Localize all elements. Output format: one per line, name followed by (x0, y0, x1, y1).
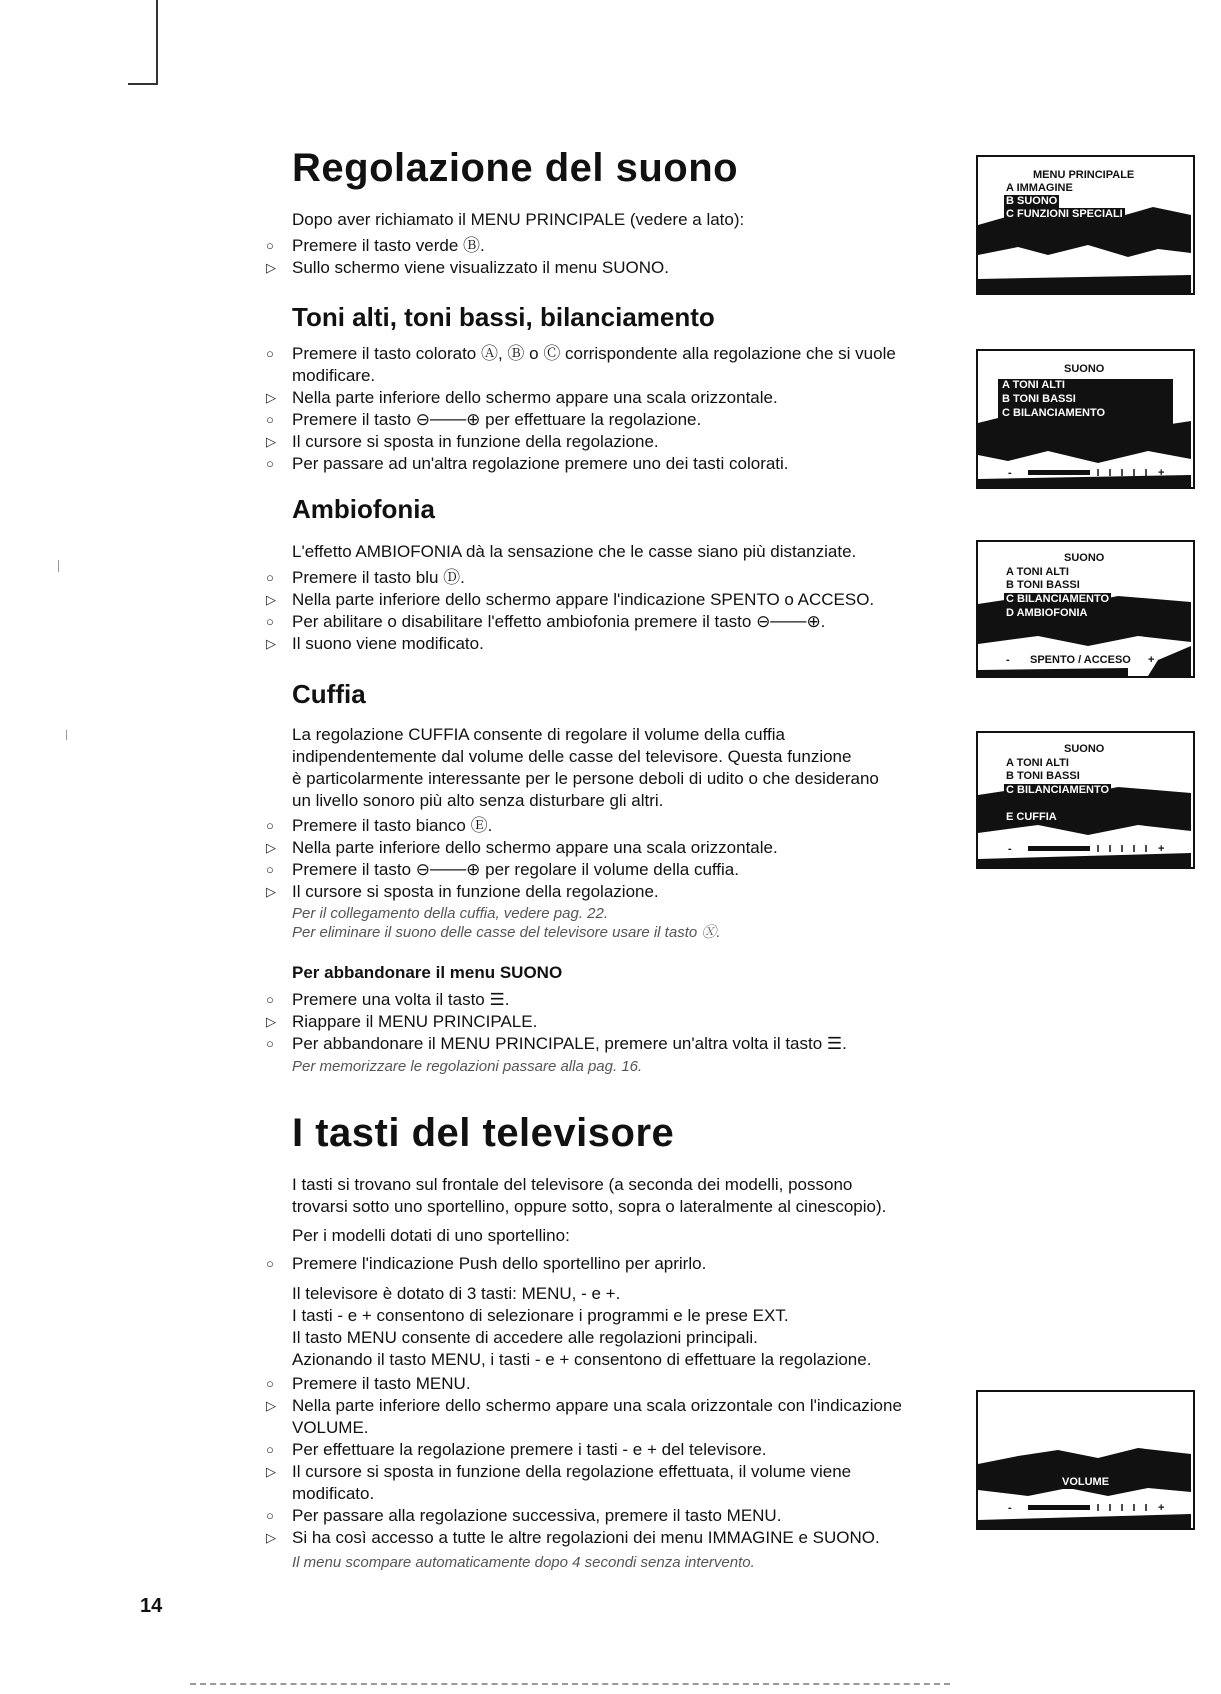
crop-mark-vertical (156, 0, 158, 84)
scale-minus: - (1006, 654, 1010, 666)
menu-item-c: C FUNZIONI SPECIALI (1006, 208, 1123, 220)
cuffia-notes: Per il collegamento della cuffia, vedere pag. 22. Per eliminare il suono delle casse del televisore usare il tasto Ⓧ. (292, 905, 721, 941)
scale-plus: + (1148, 654, 1155, 666)
volume-label: VOLUME (1062, 1476, 1110, 1488)
circle-bullet-icon: ○ (266, 346, 274, 361)
list-item: ▷ Nella parte inferiore dello schermo appare una scala orizzontale. (266, 388, 778, 407)
keys-note: Il menu scompare automaticamente dopo 4 secondi senza intervento. (292, 1554, 755, 1571)
menu-item-c: C BILANCIAMENTO (1006, 593, 1110, 605)
circle-bullet-icon: ○ (266, 1376, 274, 1391)
scan-mark (58, 560, 59, 572)
exit-steps (266, 989, 981, 1055)
triangle-bullet-icon: ▷ (266, 1530, 276, 1545)
list-item: ○ Premere il tasto bianco Ⓔ. (266, 816, 493, 835)
exit-note: Per memorizzare le regolazioni passare alla pag. 16. (292, 1058, 643, 1075)
circle-bullet-icon: ○ (266, 1256, 274, 1271)
keys-description: Il televisore è dotato di 3 tasti: MENU, - e +. I tasti - e + consentono di selezionare i programmi e le prese EXT. Il tasto MENU consente di accedere alle regolazioni principali. Azionando il tasto MENU, i tasti - e + consentono di effettuare la regolazione. (292, 1284, 872, 1369)
scan-artifact-line (190, 1683, 950, 1685)
list-item: ○ Premere il tasto ⊖───⊕ per effettuare la regolazione. (266, 410, 702, 429)
menu-item-a: A IMMAGINE (1006, 182, 1073, 194)
sound-intro: Dopo aver richiamato il MENU PRINCIPALE (vedere a lato): (292, 210, 745, 229)
menu-item-c: C BILANCIAMENTO (1006, 784, 1110, 796)
list-item: ▷ Riappare il MENU PRINCIPALE. (266, 1012, 538, 1031)
triangle-bullet-icon: ▷ (266, 636, 276, 651)
tv-screen-main-menu (976, 155, 1195, 295)
crop-mark-horizontal (128, 83, 158, 85)
keys-door-intro: Per i modelli dotati di uno sportellino: (292, 1226, 570, 1245)
section-title-sound: Regolazione del suono (292, 146, 739, 190)
menu-item-b: B TONI BASSI (1006, 770, 1080, 782)
ambio-intro: L'effetto AMBIOFONIA dà la sensazione che le casse siano più distanziate. (292, 542, 857, 561)
circle-bullet-icon: ○ (266, 1508, 274, 1523)
tv-screen-volume (976, 1390, 1195, 1530)
circle-bullet-icon: ○ (266, 1442, 274, 1457)
list-item: ○ Premere l'indicazione Push dello sportellino per aprirlo. (266, 1254, 707, 1273)
list-item: ▷ Nella parte inferiore dello schermo appare una scala orizzontale. (266, 838, 778, 857)
section-title-ambiofonia: Ambiofonia (292, 494, 435, 524)
ambiofonia-status: SPENTO / ACCESO (1030, 654, 1131, 666)
circle-bullet-icon: ○ (266, 1036, 274, 1051)
list-item: ○ Per abilitare o disabilitare l'effetto ambiofonia premere il tasto ⊖───⊕. (266, 612, 826, 631)
section-title-cuffia: Cuffia (292, 679, 366, 709)
keys-steps (266, 1373, 981, 1549)
menu-title: SUONO (1064, 552, 1105, 564)
circle-bullet-icon: ○ (266, 570, 274, 585)
tv-screen-sound-menu (976, 349, 1195, 489)
triangle-bullet-icon: ▷ (266, 1014, 276, 1029)
triangle-bullet-icon: ▷ (266, 390, 276, 405)
list-item: ▷ Sullo schermo viene visualizzato il menu SUONO. (266, 258, 669, 277)
menu-item-d: D AMBIOFONIA (1006, 607, 1088, 619)
list-item: ○ Premere il tasto verde Ⓑ. (266, 236, 485, 255)
triangle-bullet-icon: ▷ (266, 1464, 276, 1479)
section-title-tones: Toni alti, toni bassi, bilanciamento (292, 302, 715, 332)
list-item: ▷ Si ha così accesso a tutte le altre regolazioni dei menu IMMAGINE e SUONO. (266, 1528, 880, 1547)
triangle-bullet-icon: ▷ (266, 260, 276, 275)
tv-screen-cuffia (976, 731, 1195, 869)
list-item: ▷ Nella parte inferiore dello schermo appare una scala orizzontale con l'indicazione VOLUME. (266, 1396, 902, 1437)
circle-bullet-icon: ○ (266, 412, 274, 427)
list-item: ▷ Il cursore si sposta in funzione della regolazione. (266, 432, 659, 451)
tv-screen-ambiofonia (976, 540, 1195, 678)
menu-item-c: C BILANCIAMENTO (1002, 407, 1106, 419)
circle-bullet-icon: ○ (266, 614, 274, 629)
menu-item-b: B SUONO (1006, 195, 1058, 207)
scale-minus: - (1008, 843, 1012, 855)
keys-door-steps (266, 1253, 981, 1275)
menu-title: MENU PRINCIPALE (1033, 169, 1135, 181)
circle-bullet-icon: ○ (266, 238, 274, 253)
scan-mark (66, 730, 67, 740)
list-item: ○ Premere il tasto blu Ⓓ. (266, 568, 465, 587)
exit-menu-heading: Per abbandonare il menu SUONO (292, 963, 563, 982)
list-item: ○ Premere il tasto MENU. (266, 1374, 471, 1393)
list-item: ○ Premere una volta il tasto ☰. (266, 990, 510, 1009)
circle-bullet-icon: ○ (266, 818, 274, 833)
list-item: ○ Premere il tasto ⊖───⊕ per regolare il volume della cuffia. (266, 860, 739, 879)
list-item: ○ Per effettuare la regolazione premere i tasti - e + del televisore. (266, 1440, 767, 1459)
list-item: ○ Premere il tasto colorato Ⓐ, Ⓑ o Ⓒ corrispondente alla regolazione che si vuole modificare. (266, 344, 896, 385)
section-title-tv-keys: I tasti del televisore (292, 1111, 675, 1155)
menu-item-a: A TONI ALTI (1002, 379, 1065, 391)
scale-plus: + (1158, 843, 1165, 855)
menu-item-b: B TONI BASSI (1002, 393, 1076, 405)
triangle-bullet-icon: ▷ (266, 434, 276, 449)
circle-bullet-icon: ○ (266, 992, 274, 1007)
page-number: 14 (140, 1595, 163, 1617)
list-item: ○ Per passare alla regolazione successiva, premere il tasto MENU. (266, 1506, 782, 1525)
circle-bullet-icon: ○ (266, 456, 274, 471)
list-item: ▷ Il cursore si sposta in funzione della regolazione. (266, 882, 659, 901)
list-item: ○ Per abbandonare il MENU PRINCIPALE, premere un'altra volta il tasto ☰. (266, 1034, 847, 1053)
cuffia-steps (266, 815, 981, 903)
triangle-bullet-icon: ▷ (266, 1398, 276, 1413)
menu-item-e: E CUFFIA (1006, 811, 1057, 823)
menu-title: SUONO (1064, 363, 1105, 375)
menu-title: SUONO (1064, 743, 1105, 755)
scale-minus: - (1008, 1502, 1012, 1514)
menu-item-b: B TONI BASSI (1006, 579, 1080, 591)
sound-steps (266, 235, 981, 279)
list-item: ○ Per passare ad un'altra regolazione premere uno dei tasti colorati. (266, 454, 789, 473)
scale-plus: + (1158, 467, 1165, 479)
list-item: ▷ Il cursore si sposta in funzione della regolazione effettuata, il volume viene modificato. (266, 1462, 852, 1503)
list-item: ▷ Nella parte inferiore dello schermo appare l'indicazione SPENTO o ACCESO. (266, 590, 875, 609)
ambio-steps (266, 567, 981, 655)
keys-intro: I tasti si trovano sul frontale del televisore (a seconda dei modelli, possono trovarsi sotto uno sportellino, oppure sotto, sopra o lateralmente al cinescopio). (292, 1175, 887, 1216)
menu-item-a: A TONI ALTI (1006, 757, 1069, 769)
triangle-bullet-icon: ▷ (266, 592, 276, 607)
list-item: ▷ Il suono viene modificato. (266, 634, 484, 653)
circle-bullet-icon: ○ (266, 862, 274, 877)
tones-steps (266, 343, 981, 475)
scale-plus: + (1158, 1502, 1165, 1514)
menu-item-a: A TONI ALTI (1006, 566, 1069, 578)
cuffia-intro: La regolazione CUFFIA consente di regolare il volume della cuffia indipendentemente dal volume delle casse del televisore. Questa funzione è particolarmente interessante per le persone deboli di udito o che desiderano un livello sonoro più alto senza disturbare gli altri. (292, 725, 879, 810)
scale-minus: - (1008, 467, 1012, 479)
triangle-bullet-icon: ▷ (266, 840, 276, 855)
triangle-bullet-icon: ▷ (266, 884, 276, 899)
